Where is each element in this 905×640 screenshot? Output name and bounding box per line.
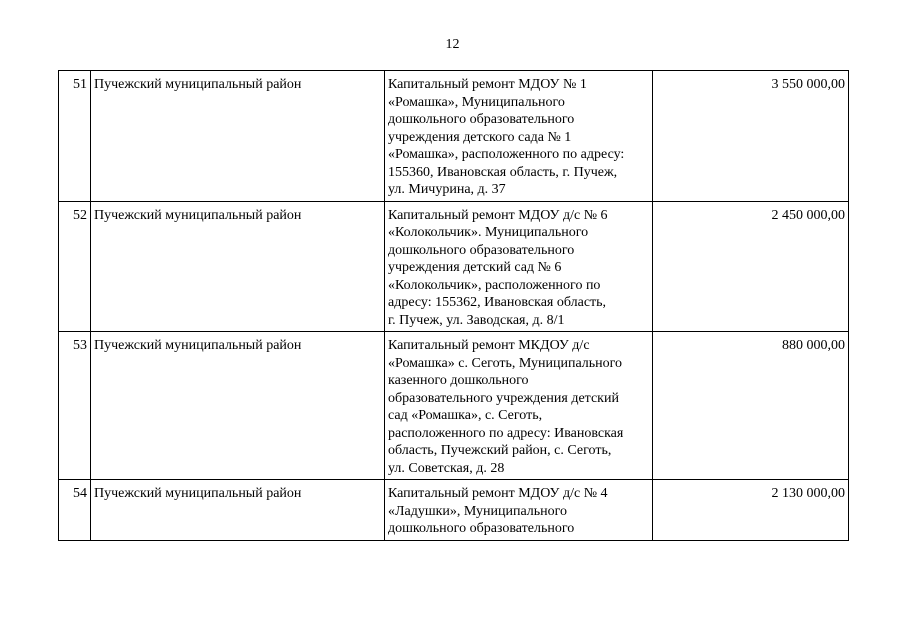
row-number: 54 [59,480,91,541]
funding-amount: 2 130 000,00 [653,480,849,541]
funding-amount: 880 000,00 [653,332,849,480]
description-line: Капитальный ремонт МДОУ № 1 [388,77,587,92]
description-line: «Ромашка» с. Сеготь, Муниципального [388,355,623,371]
description-line: сад «Ромашка», с. Сеготь, [388,408,543,423]
description-line: Капитальный ремонт МДОУ д/с № 4 [388,486,608,501]
description-line: учреждения детский сад № 6 [388,260,562,275]
funding-table [58,70,849,541]
description-line: адресу: 155362, Ивановская область, [388,295,607,310]
page-number: 12 [445,37,460,52]
project-description [385,480,653,541]
row-number: 52 [59,201,91,332]
description-line: расположенного по адресу: Ивановская [388,425,624,441]
table-row [59,332,849,480]
description-line: «Ромашка», расположенного по адресу: [388,147,625,162]
district-name: Пучежский муниципальный район [91,71,385,202]
description-line: ул. Советская, д. 28 [388,460,505,476]
district-name: Пучежский муниципальный район [91,480,385,541]
description-line: учреждения детского сада № 1 [388,129,572,145]
table-row [59,71,849,202]
description-line: область, Пучежский район, с. Сеготь, [388,443,612,458]
description-line: дошкольного образовательного [388,521,575,536]
district-name: Пучежский муниципальный район [91,201,385,332]
table-row [59,480,849,541]
description-line: Капитальный ремонт МКДОУ д/с [388,338,590,353]
description-line: казенного дошкольного [388,373,529,388]
description-line: «Колокольчик», расположенного по [388,277,601,293]
table-row [59,201,849,332]
district-name: Пучежский муниципальный район [91,332,385,480]
description-line: дошкольного образовательного [388,242,575,258]
funding-amount: 3 550 000,00 [653,71,849,202]
description-line: дошкольного образовательного [388,112,575,127]
project-description [385,201,653,332]
description-line: образовательного учреждения детский [388,390,619,406]
funding-amount: 2 450 000,00 [653,201,849,332]
project-description [385,71,653,202]
description-line: «Колокольчик». Муниципального [388,225,589,240]
description-line: Капитальный ремонт МДОУ д/с № 6 [388,207,608,223]
row-number: 51 [59,71,91,202]
description-line: «Ладушки», Муниципального [388,503,568,519]
project-description [385,332,653,480]
description-line: ул. Мичурина, д. 37 [388,182,506,197]
row-number: 53 [59,332,91,480]
description-line: 155360, Ивановская область, г. Пучеж, [388,164,618,180]
description-line: г. Пучеж, ул. Заводская, д. 8/1 [388,312,565,328]
description-line: «Ромашка», Муниципального [388,94,565,110]
